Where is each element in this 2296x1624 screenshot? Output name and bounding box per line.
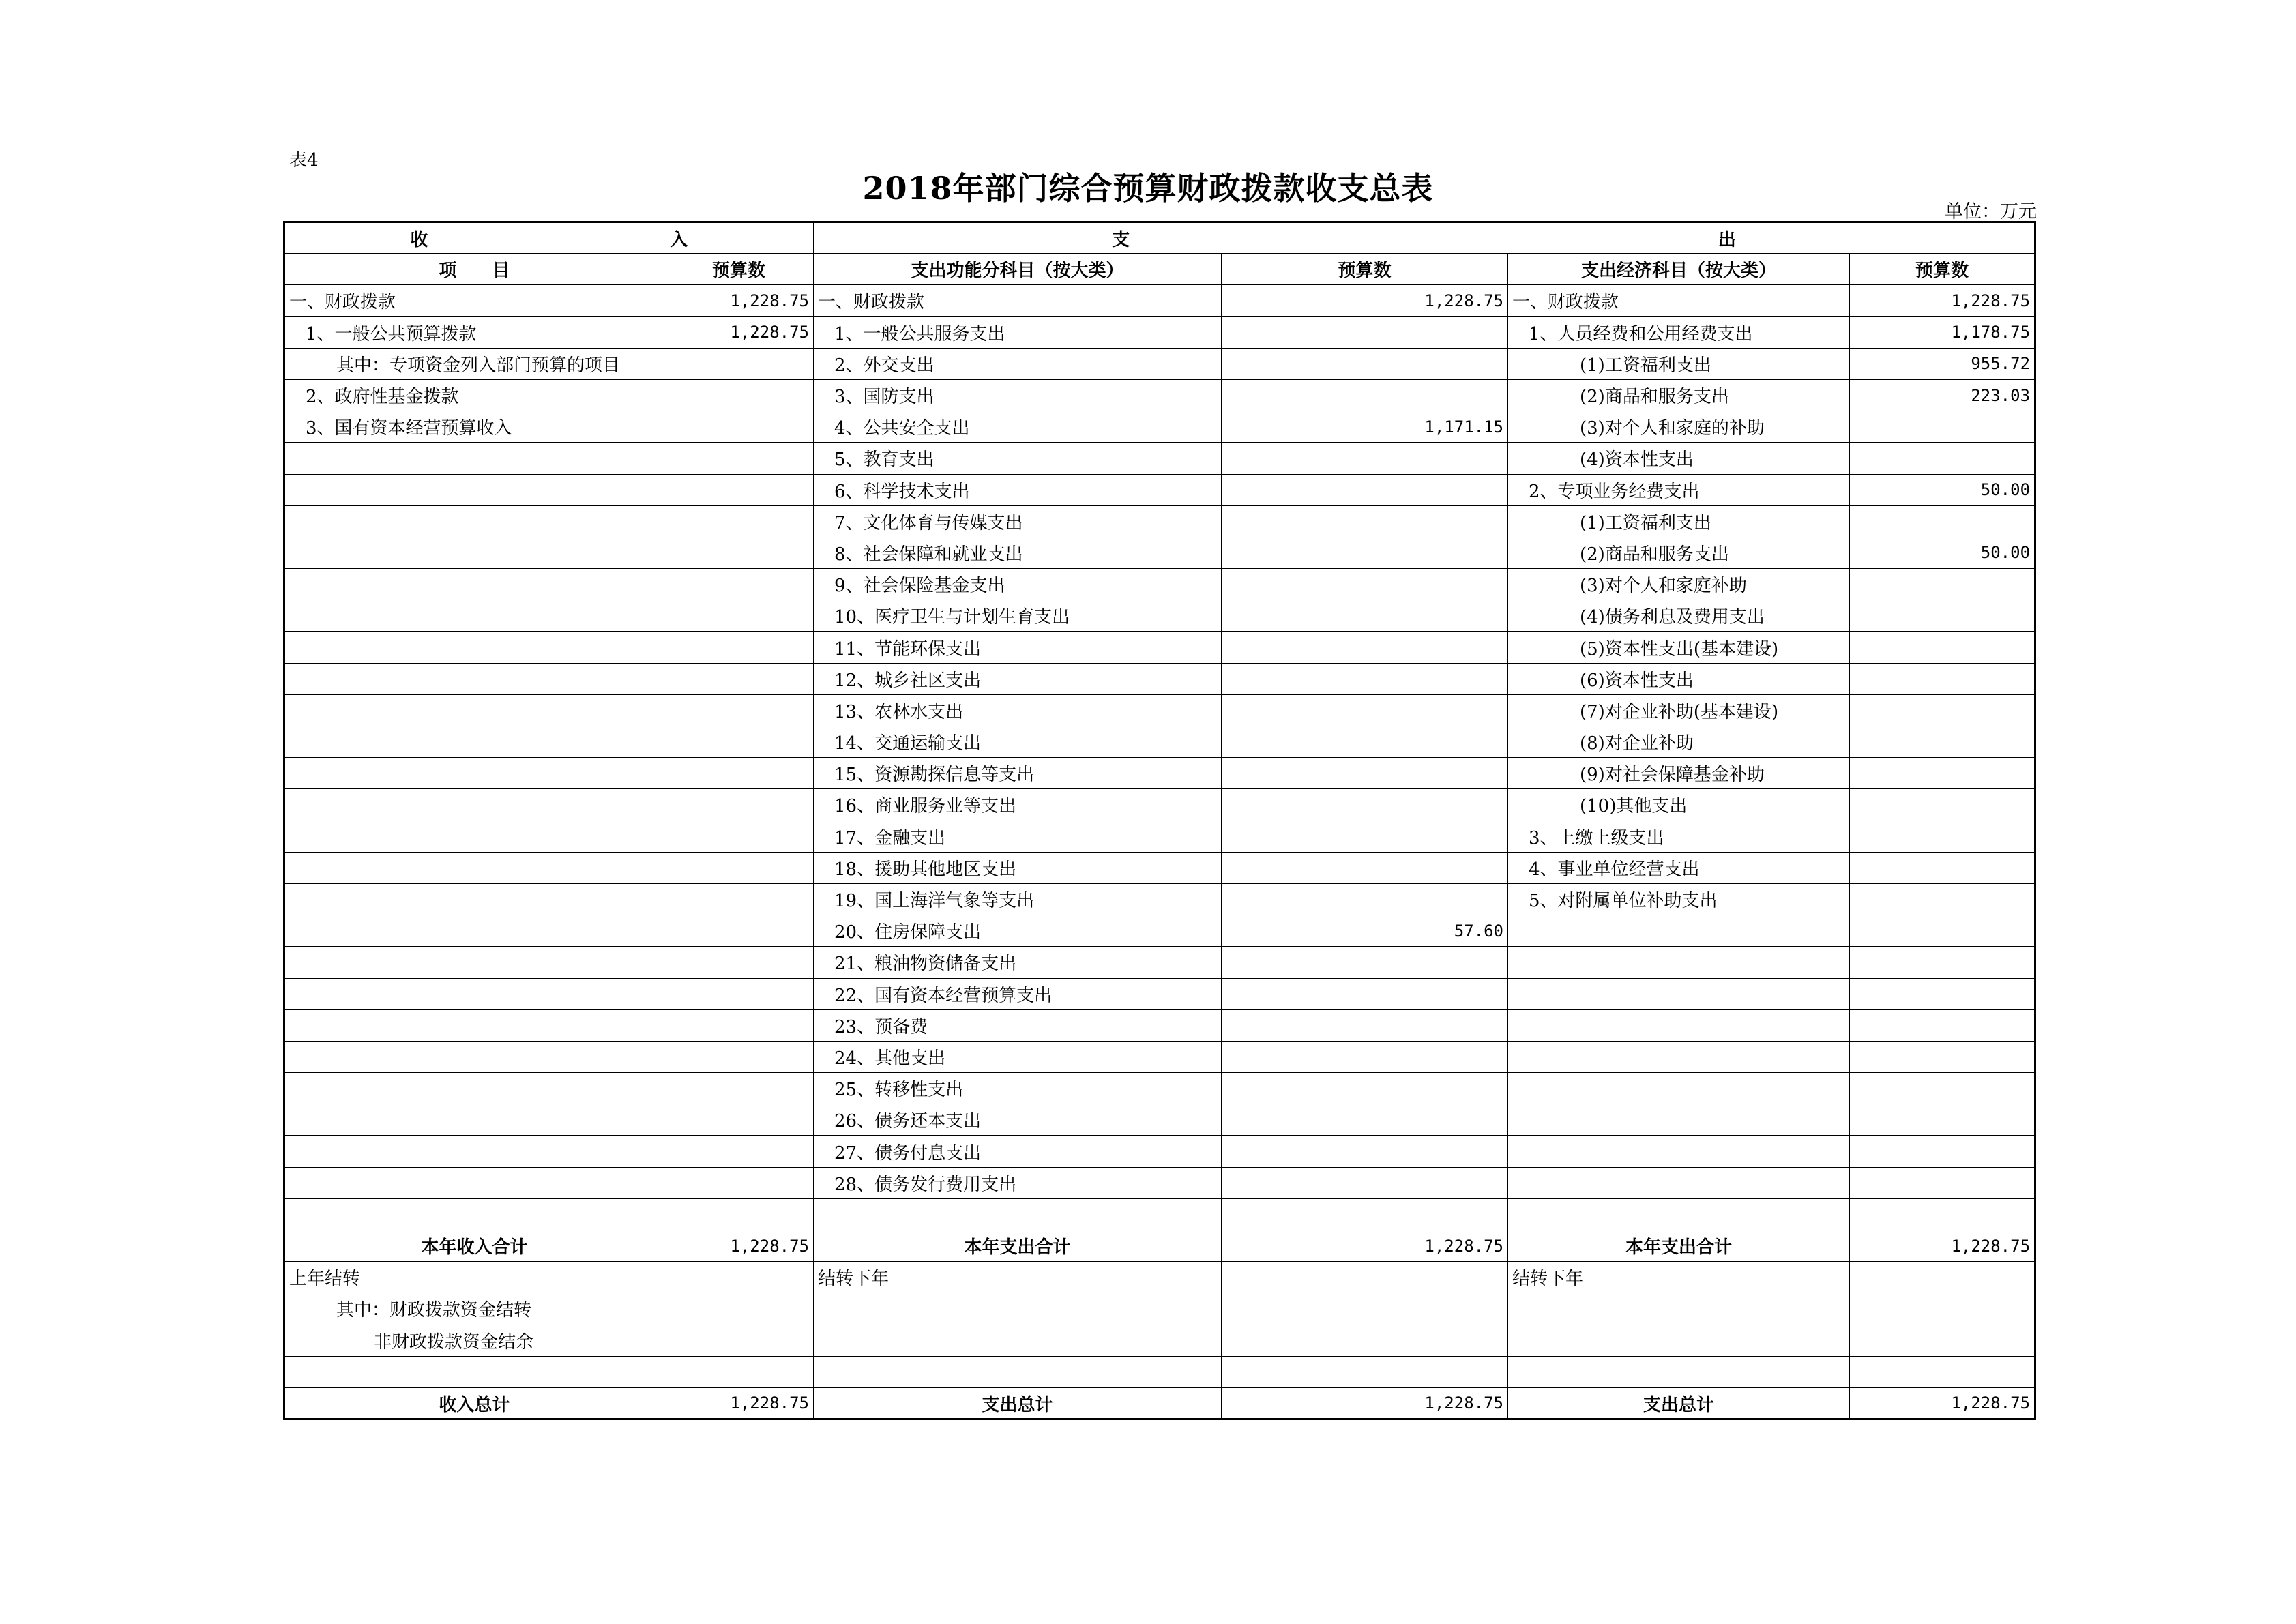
table-row	[284, 569, 2035, 600]
func-amount-cell	[1222, 821, 1508, 852]
income-amount-cell	[664, 348, 814, 379]
income-amount-cell	[664, 1325, 814, 1356]
income-item-cell	[284, 1167, 664, 1198]
table-row	[284, 285, 2035, 316]
func-amount-cell	[1222, 1293, 1508, 1325]
income-item-cell	[284, 443, 664, 474]
func-amount-cell: 57.60	[1222, 915, 1508, 947]
econ-item-cell	[1508, 1136, 1850, 1167]
func-amount-cell	[1222, 852, 1508, 883]
econ-item-cell: 1、人员经费和公用经费支出	[1508, 316, 1850, 348]
econ-item-cell: 2、专项业务经费支出	[1508, 474, 1850, 505]
income-amount-cell	[664, 978, 814, 1009]
unit-label: 单位：万元	[1945, 201, 2037, 222]
income-amount-cell	[664, 758, 814, 789]
income-total-label: 收入总计	[284, 1387, 664, 1419]
func-amount-cell	[1222, 537, 1508, 568]
econ-amount-cell	[1850, 1041, 2035, 1072]
income-amount-cell	[664, 947, 814, 978]
income-item-cell: 1、一般公共预算拨款	[284, 316, 664, 348]
income-amount-cell	[664, 1136, 814, 1167]
income-item-cell	[284, 505, 664, 537]
func-item-cell: 13、农林水支出	[814, 694, 1222, 726]
econ-item-cell	[1508, 947, 1850, 978]
econ-amount-cell	[1850, 1073, 2035, 1104]
econ-amount-cell: 1,228.75	[1850, 285, 2035, 316]
econ-amount-cell	[1850, 978, 2035, 1009]
table-row	[284, 726, 2035, 758]
econ-item-cell	[1508, 1041, 1850, 1072]
econ-item-cell: (10)其他支出	[1508, 789, 1850, 821]
func-item-cell	[814, 1198, 1222, 1230]
econ-amount-cell	[1850, 1356, 2035, 1387]
func-amount-cell	[1222, 600, 1508, 632]
econ-item-cell: 4、事业单位经营支出	[1508, 852, 1850, 883]
econ-total-label: 本年支出合计	[1508, 1230, 1850, 1262]
econ-amount-cell	[1850, 852, 2035, 883]
econ-item-cell: 一、财政拨款	[1508, 285, 1850, 316]
econ-amount-cell	[1850, 1262, 2035, 1293]
carry-row	[284, 1356, 2035, 1387]
func-item-cell: 12、城乡社区支出	[814, 663, 1222, 694]
income-item-cell	[284, 632, 664, 663]
econ-item-cell: 结转下年	[1508, 1262, 1850, 1293]
table-row	[284, 1198, 2035, 1230]
income-total-amount: 1,228.75	[664, 1230, 814, 1262]
func-item-cell: 17、金融支出	[814, 821, 1222, 852]
income-item-cell	[284, 1073, 664, 1104]
econ-item-cell: 5、对附属单位补助支出	[1508, 883, 1850, 915]
func-item-cell: 9、社会保险基金支出	[814, 569, 1222, 600]
income-amount-cell	[664, 852, 814, 883]
econ-amount-cell: 223.03	[1850, 379, 2035, 411]
income-group-header	[284, 222, 814, 254]
col-income-budget: 预算数	[664, 254, 814, 285]
func-amount-cell	[1222, 1325, 1508, 1356]
func-amount-cell	[1222, 663, 1508, 694]
budget-table	[283, 221, 2036, 1420]
carry-row	[284, 1262, 2035, 1293]
func-amount-cell	[1222, 1167, 1508, 1198]
econ-amount-cell	[1850, 1167, 2035, 1198]
econ-item-cell: (1)工资福利支出	[1508, 348, 1850, 379]
income-amount-cell	[664, 1356, 814, 1387]
income-item-cell	[284, 947, 664, 978]
income-amount-cell	[664, 505, 814, 537]
income-item-cell: 其中：专项资金列入部门预算的项目	[284, 348, 664, 379]
func-item-cell: 10、医疗卫生与计划生育支出	[814, 600, 1222, 632]
func-item-cell: 28、债务发行费用支出	[814, 1167, 1222, 1198]
func-amount-cell	[1222, 978, 1508, 1009]
econ-item-cell: (9)对社会保障基金补助	[1508, 758, 1850, 789]
income-item-cell	[284, 663, 664, 694]
econ-amount-cell: 50.00	[1850, 474, 2035, 505]
econ-amount-cell	[1850, 947, 2035, 978]
econ-amount-cell	[1850, 411, 2035, 443]
income-amount-cell	[664, 915, 814, 947]
table-row	[284, 600, 2035, 632]
econ-item-cell	[1508, 1073, 1850, 1104]
func-amount-cell	[1222, 316, 1508, 348]
econ-amount-cell	[1850, 569, 2035, 600]
econ-item-cell: (5)资本性支出(基本建设)	[1508, 632, 1850, 663]
econ-amount-cell	[1850, 726, 2035, 758]
func-amount-cell	[1222, 726, 1508, 758]
econ-item-cell	[1508, 1198, 1850, 1230]
func-total-label: 本年支出合计	[814, 1230, 1222, 1262]
income-total-label: 本年收入合计	[284, 1230, 664, 1262]
table-row	[284, 821, 2035, 852]
table-row	[284, 1104, 2035, 1136]
income-amount-cell	[664, 789, 814, 821]
func-item-cell: 6、科学技术支出	[814, 474, 1222, 505]
econ-amount-cell: 1,178.75	[1850, 316, 2035, 348]
econ-item-cell: (4)债务利息及费用支出	[1508, 600, 1850, 632]
econ-item-cell	[1508, 1293, 1850, 1325]
func-total-amount: 1,228.75	[1222, 1387, 1508, 1419]
income-amount-cell	[664, 379, 814, 411]
func-item-cell: 22、国有资本经营预算支出	[814, 978, 1222, 1009]
income-amount-cell	[664, 1009, 814, 1041]
table-row	[284, 1167, 2035, 1198]
econ-item-cell: 3、上缴上级支出	[1508, 821, 1850, 852]
income-item-cell	[284, 694, 664, 726]
func-amount-cell	[1222, 1356, 1508, 1387]
col-func-item: 支出功能分科目（按大类）	[814, 254, 1222, 285]
col-func-budget: 预算数	[1222, 254, 1508, 285]
income-item-cell: 3、国有资本经营预算收入	[284, 411, 664, 443]
income-item-cell	[284, 852, 664, 883]
income-amount-cell	[664, 443, 814, 474]
func-item-cell: 结转下年	[814, 1262, 1222, 1293]
income-item-cell	[284, 915, 664, 947]
income-amount-cell	[664, 411, 814, 443]
carry-row	[284, 1325, 2035, 1356]
income-amount-cell	[664, 1041, 814, 1072]
econ-amount-cell	[1850, 694, 2035, 726]
func-amount-cell	[1222, 569, 1508, 600]
func-item-cell: 一、财政拨款	[814, 285, 1222, 316]
income-item-cell: 非财政拨款资金结余	[284, 1325, 664, 1356]
func-amount-cell	[1222, 758, 1508, 789]
income-item-cell	[284, 978, 664, 1009]
econ-item-cell	[1508, 1009, 1850, 1041]
income-amount-cell	[664, 1073, 814, 1104]
econ-item-cell: (6)资本性支出	[1508, 663, 1850, 694]
func-item-cell: 11、节能环保支出	[814, 632, 1222, 663]
econ-item-cell	[1508, 1356, 1850, 1387]
func-item-cell: 4、公共安全支出	[814, 411, 1222, 443]
income-item-cell	[284, 758, 664, 789]
func-amount-cell	[1222, 883, 1508, 915]
table-row	[284, 978, 2035, 1009]
func-amount-cell	[1222, 348, 1508, 379]
table-row	[284, 316, 2035, 348]
func-item-cell	[814, 1293, 1222, 1325]
econ-amount-cell	[1850, 758, 2035, 789]
page-title: 2018年部门综合预算财政拨款收支总表	[862, 170, 1434, 207]
income-item-cell	[284, 569, 664, 600]
func-amount-cell	[1222, 1104, 1508, 1136]
econ-amount-cell	[1850, 1325, 2035, 1356]
econ-total-label: 支出总计	[1508, 1387, 1850, 1419]
table-row	[284, 505, 2035, 537]
group-header-row	[284, 222, 2035, 254]
econ-item-cell	[1508, 1325, 1850, 1356]
econ-item-cell	[1508, 1104, 1850, 1136]
income-amount-cell	[664, 821, 814, 852]
econ-total-amount: 1,228.75	[1850, 1387, 2035, 1419]
econ-total-amount: 1,228.75	[1850, 1230, 2035, 1262]
table-row	[284, 379, 2035, 411]
func-item-cell: 15、资源勘探信息等支出	[814, 758, 1222, 789]
econ-item-cell: (2)商品和服务支出	[1508, 537, 1850, 568]
column-header-row	[284, 254, 2035, 285]
func-amount-cell	[1222, 1262, 1508, 1293]
income-item-cell	[284, 726, 664, 758]
func-item-cell	[814, 1356, 1222, 1387]
income-item-cell	[284, 1136, 664, 1167]
func-amount-cell	[1222, 443, 1508, 474]
econ-item-cell: (8)对企业补助	[1508, 726, 1850, 758]
func-total-label: 支出总计	[814, 1387, 1222, 1419]
table-row	[284, 694, 2035, 726]
table-row	[284, 852, 2035, 883]
econ-amount-cell	[1850, 1293, 2035, 1325]
table-row	[284, 474, 2035, 505]
table-row	[284, 1041, 2035, 1072]
year-total-row	[284, 1230, 2035, 1262]
econ-amount-cell	[1850, 883, 2035, 915]
income-amount-cell: 1,228.75	[664, 316, 814, 348]
econ-amount-cell	[1850, 443, 2035, 474]
income-item-cell: 其中：财政拨款资金结转	[284, 1293, 664, 1325]
income-item-cell: 2、政府性基金拨款	[284, 379, 664, 411]
income-item-cell: 上年结转	[284, 1262, 664, 1293]
func-amount-cell	[1222, 1041, 1508, 1072]
income-item-cell	[284, 821, 664, 852]
econ-amount-cell: 50.00	[1850, 537, 2035, 568]
income-amount-cell	[664, 1262, 814, 1293]
econ-amount-cell	[1850, 915, 2035, 947]
func-item-cell: 21、粮油物资储备支出	[814, 947, 1222, 978]
func-amount-cell	[1222, 1136, 1508, 1167]
income-amount-cell	[664, 1167, 814, 1198]
econ-item-cell: (3)对个人和家庭补助	[1508, 569, 1850, 600]
func-amount-cell	[1222, 505, 1508, 537]
income-amount-cell	[664, 569, 814, 600]
econ-amount-cell	[1850, 632, 2035, 663]
func-item-cell: 20、住房保障支出	[814, 915, 1222, 947]
func-item-cell: 19、国土海洋气象等支出	[814, 883, 1222, 915]
table-row	[284, 758, 2035, 789]
func-amount-cell	[1222, 1198, 1508, 1230]
income-item-cell	[284, 537, 664, 568]
econ-amount-cell	[1850, 1136, 2035, 1167]
func-item-cell: 8、社会保障和就业支出	[814, 537, 1222, 568]
econ-amount-cell	[1850, 1009, 2035, 1041]
income-item-cell	[284, 1198, 664, 1230]
table-row	[284, 663, 2035, 694]
income-item-cell	[284, 474, 664, 505]
income-amount-cell	[664, 1198, 814, 1230]
func-amount-cell	[1222, 789, 1508, 821]
carry-row	[284, 1293, 2035, 1325]
econ-amount-cell	[1850, 821, 2035, 852]
func-amount-cell	[1222, 1009, 1508, 1041]
income-item-cell	[284, 1009, 664, 1041]
income-item-cell	[284, 789, 664, 821]
econ-amount-cell	[1850, 600, 2035, 632]
econ-item-cell: (3)对个人和家庭的补助	[1508, 411, 1850, 443]
econ-item-cell: (1)工资福利支出	[1508, 505, 1850, 537]
func-amount-cell: 1,228.75	[1222, 285, 1508, 316]
func-amount-cell	[1222, 379, 1508, 411]
func-item-cell: 25、转移性支出	[814, 1073, 1222, 1104]
table-row	[284, 947, 2035, 978]
econ-amount-cell	[1850, 505, 2035, 537]
expense-group-char-b: 出	[1718, 229, 1736, 250]
income-amount-cell	[664, 694, 814, 726]
income-item-cell	[284, 1104, 664, 1136]
expense-group-char-a: 支	[1112, 229, 1130, 250]
income-amount-cell	[664, 537, 814, 568]
func-total-amount: 1,228.75	[1222, 1230, 1508, 1262]
econ-item-cell	[1508, 978, 1850, 1009]
income-amount-cell	[664, 663, 814, 694]
income-item-cell	[284, 1041, 664, 1072]
table-row	[284, 789, 2035, 821]
func-item-cell: 7、文化体育与传媒支出	[814, 505, 1222, 537]
income-item-cell: 一、财政拨款	[284, 285, 664, 316]
func-item-cell: 26、债务还本支出	[814, 1104, 1222, 1136]
grand-total-row	[284, 1387, 2035, 1419]
func-amount-cell	[1222, 1073, 1508, 1104]
econ-amount-cell	[1850, 1198, 2035, 1230]
table-row	[284, 537, 2035, 568]
econ-amount-cell: 955.72	[1850, 348, 2035, 379]
econ-item-cell: (2)商品和服务支出	[1508, 379, 1850, 411]
func-item-cell: 3、国防支出	[814, 379, 1222, 411]
income-total-amount: 1,228.75	[664, 1387, 814, 1419]
income-amount-cell	[664, 600, 814, 632]
table-row	[284, 915, 2035, 947]
func-amount-cell	[1222, 474, 1508, 505]
income-amount-cell: 1,228.75	[664, 285, 814, 316]
income-group-char-b: 入	[670, 229, 688, 250]
income-item-cell	[284, 600, 664, 632]
econ-amount-cell	[1850, 1104, 2035, 1136]
table-row	[284, 1136, 2035, 1167]
income-amount-cell	[664, 474, 814, 505]
income-item-cell	[284, 1356, 664, 1387]
func-item-cell: 16、商业服务业等支出	[814, 789, 1222, 821]
table-row	[284, 883, 2035, 915]
econ-item-cell	[1508, 915, 1850, 947]
income-group-char-a: 收	[410, 229, 428, 250]
table-row	[284, 443, 2035, 474]
econ-item-cell: (4)资本性支出	[1508, 443, 1850, 474]
table-row	[284, 1009, 2035, 1041]
func-item-cell: 24、其他支出	[814, 1041, 1222, 1072]
func-item-cell: 27、债务付息支出	[814, 1136, 1222, 1167]
income-amount-cell	[664, 632, 814, 663]
table-row	[284, 411, 2035, 443]
table-row	[284, 632, 2035, 663]
econ-amount-cell	[1850, 663, 2035, 694]
func-item-cell: 2、外交支出	[814, 348, 1222, 379]
func-item-cell: 5、教育支出	[814, 443, 1222, 474]
func-amount-cell: 1,171.15	[1222, 411, 1508, 443]
table-row	[284, 348, 2035, 379]
table-row	[284, 1073, 2035, 1104]
income-amount-cell	[664, 883, 814, 915]
func-item-cell: 18、援助其他地区支出	[814, 852, 1222, 883]
func-item-cell: 14、交通运输支出	[814, 726, 1222, 758]
func-amount-cell	[1222, 632, 1508, 663]
func-item-cell: 23、预备费	[814, 1009, 1222, 1041]
econ-item-cell	[1508, 1167, 1850, 1198]
income-amount-cell	[664, 1104, 814, 1136]
func-item-cell: 1、一般公共服务支出	[814, 316, 1222, 348]
econ-item-cell: (7)对企业补助(基本建设)	[1508, 694, 1850, 726]
col-income-item: 项 目	[284, 254, 664, 285]
func-item-cell	[814, 1325, 1222, 1356]
income-amount-cell	[664, 1293, 814, 1325]
table-number: 表4	[289, 150, 319, 171]
col-econ-budget: 预算数	[1850, 254, 2035, 285]
func-amount-cell	[1222, 694, 1508, 726]
col-econ-item: 支出经济科目（按大类）	[1508, 254, 1850, 285]
income-item-cell	[284, 883, 664, 915]
expense-group-header	[814, 222, 2035, 254]
econ-amount-cell	[1850, 789, 2035, 821]
func-amount-cell	[1222, 947, 1508, 978]
income-amount-cell	[664, 726, 814, 758]
